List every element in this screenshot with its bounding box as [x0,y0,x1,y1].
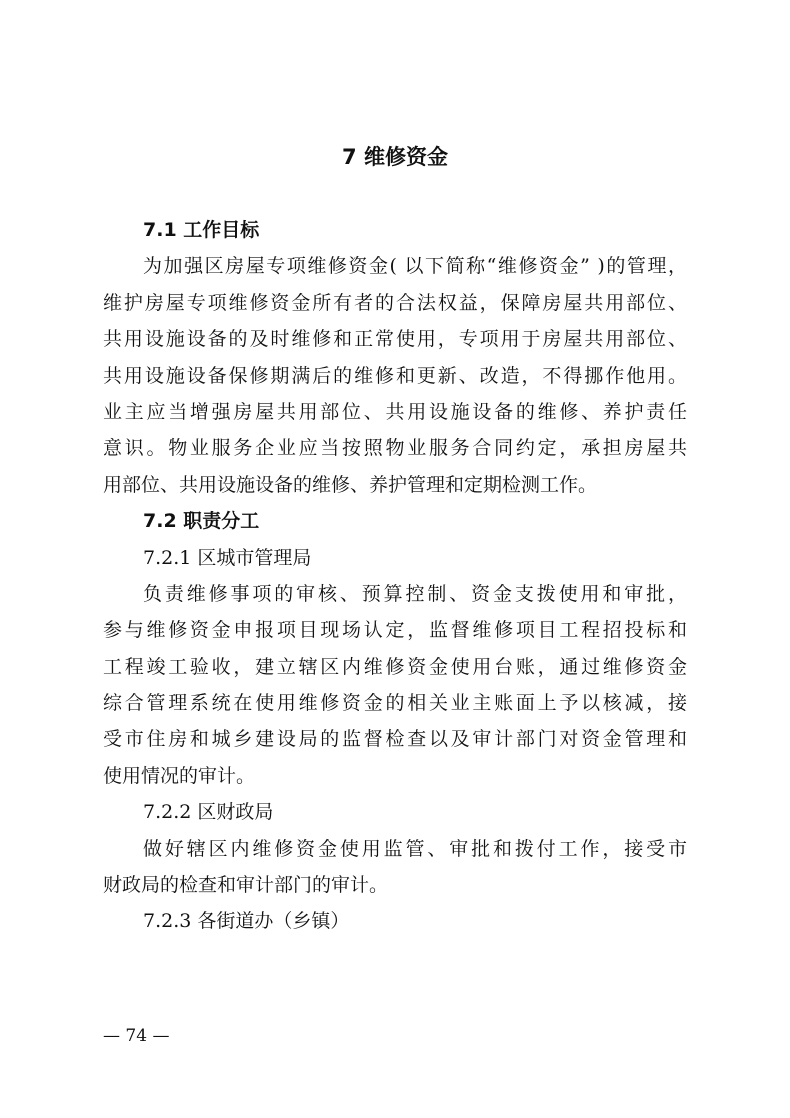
paragraph-line: 共用设施设备保修期满后的维修和更新、改造，不得挪作他用。 [103,364,687,387]
paragraph-line: 做好辖区内维修资金使用监管、审批和拨付工作，接受市 [143,837,687,860]
subsection-heading-7-2-2: 7.2.2 区财政局 [143,801,274,824]
paragraph-line: 工程竣工验收，建立辖区内维修资金使用台账，通过维修资金 [103,655,687,678]
paragraph-line: 使用情况的审计。 [103,764,256,787]
paragraph-line: 参与维修资金申报项目现场认定，监督维修项目工程招投标和 [103,619,687,642]
subsection-heading-7-2-1: 7.2.1 区城市管理局 [143,546,312,569]
section-heading-7-1: 7.1 工作目标 [143,219,260,241]
paragraph-line: 财政局的检查和审计部门的审计。 [103,874,389,897]
paragraph-line: 综合管理系统在使用维修资金的相关业主账面上予以核减，接 [103,692,687,715]
chapter-title: 7 维修资金 [342,145,448,169]
subsection-heading-7-2-3: 7.2.3 各街道办（乡镇） [143,910,350,933]
paragraph-line: 维护房屋专项维修资金所有者的合法权益，保障房屋共用部位、 [103,291,687,314]
paragraph-line: 共用设施设备的及时维修和正常使用，专项用于房屋共用部位、 [103,328,687,351]
paragraph-line: 业主应当增强房屋共用部位、共用设施设备的维修、养护责任 [103,400,687,423]
paragraph-line: 用部位、共用设施设备的维修、养护管理和定期检测工作。 [103,473,598,496]
paragraph-line: 意识。物业服务企业应当按照物业服务合同约定，承担房屋共 [103,437,687,460]
section-heading-7-2: 7.2 职责分工 [143,510,260,533]
body-content [103,212,687,940]
page-number: — 74 — [103,1026,170,1046]
paragraph-line: 负责维修事项的审核、预算控制、资金支拨使用和审批， [143,582,687,605]
paragraph-line: 受市住房和城乡建设局的监督检查以及审计部门对资金管理和 [103,728,687,751]
paragraph-line: 为加强区房屋专项维修资金( 以下简称“维修资金” )的管理， [143,255,687,278]
